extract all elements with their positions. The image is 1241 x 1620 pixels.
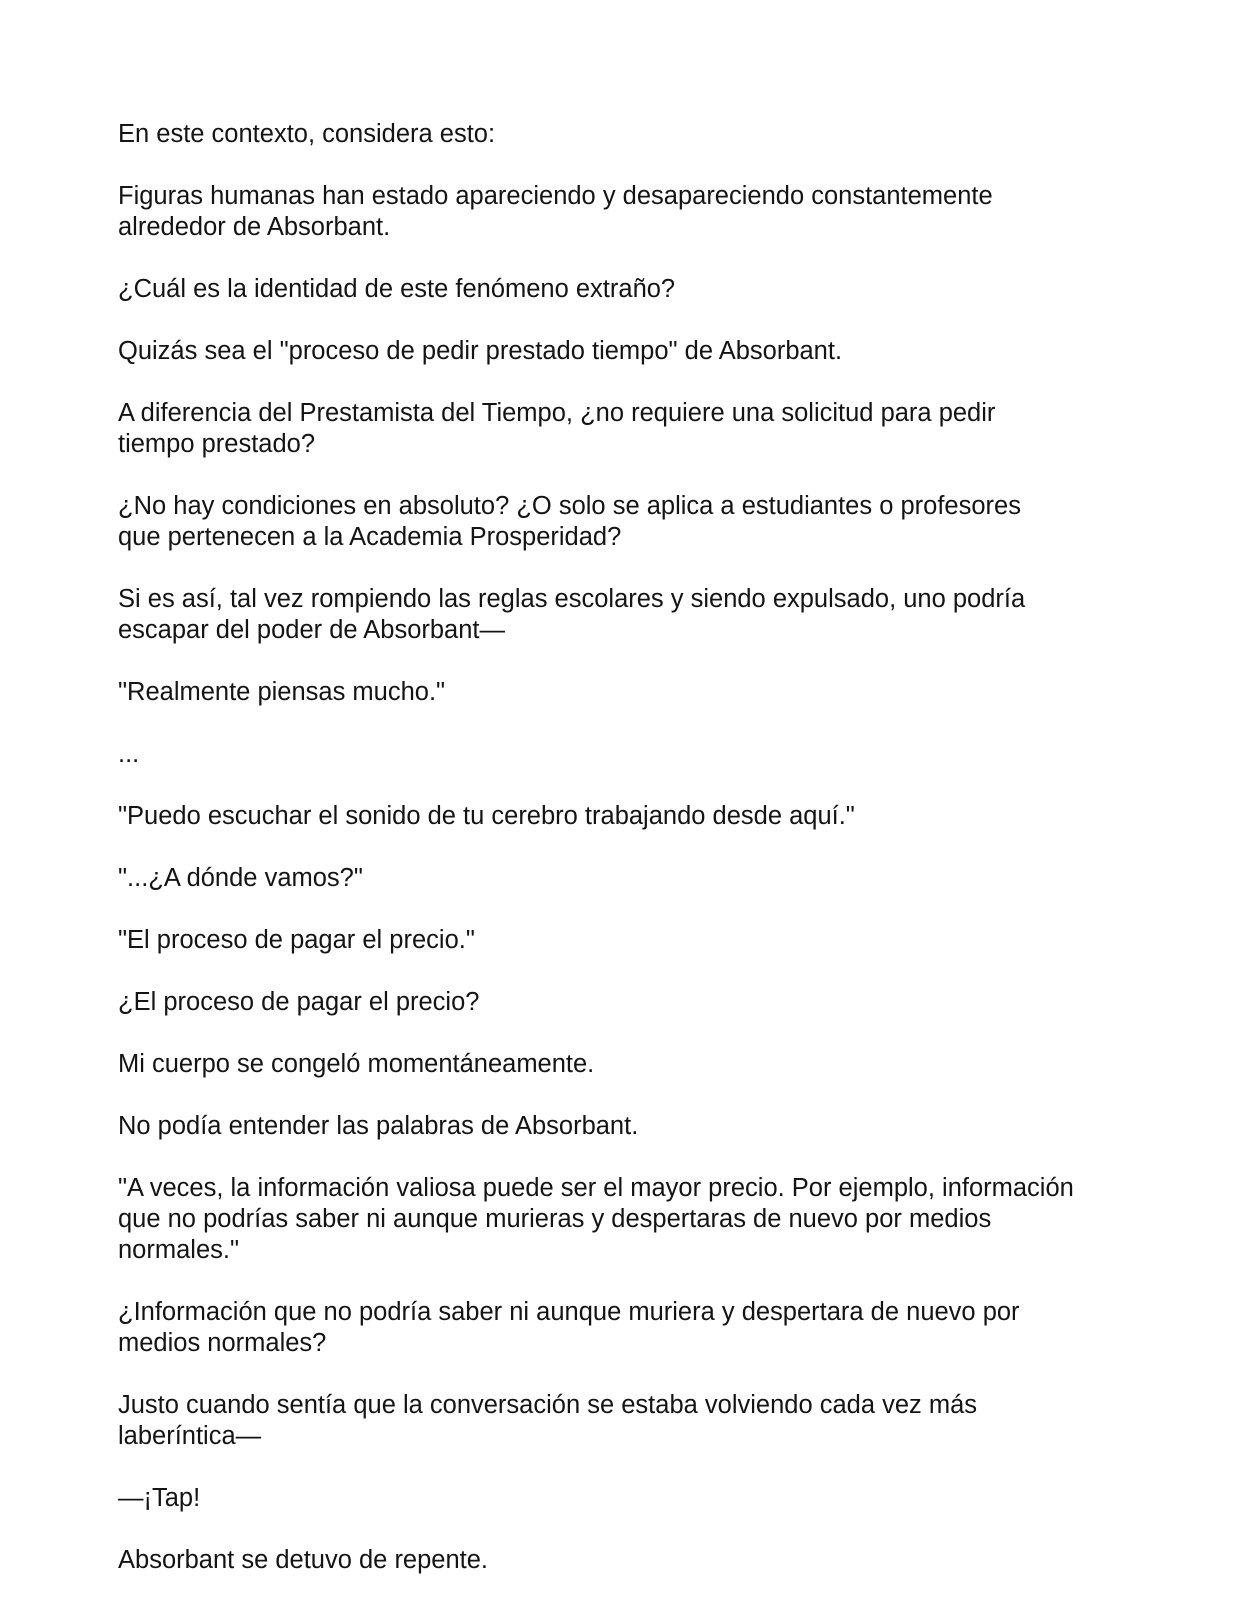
paragraph: No podía entender las palabras de Absorbant. bbox=[118, 1112, 639, 1140]
paragraph: "El proceso de pagar el precio." bbox=[118, 926, 475, 954]
paragraph: A diferencia del Prestamista del Tiempo, ¿no requiere una solicitud para pedir tiempo prestado? bbox=[118, 399, 996, 458]
paragraph: ¿Cuál es la identidad de este fenómeno extraño? bbox=[118, 275, 676, 303]
paragraph: En este contexto, considera esto: bbox=[118, 120, 496, 148]
paragraph: ¿El proceso de pagar el precio? bbox=[118, 988, 480, 1016]
paragraph: "A veces, la información valiosa puede ser el mayor precio. Por ejemplo, información que no podrías saber ni aunque murieras y despertaras de nuevo por medios normales." bbox=[118, 1174, 1074, 1264]
paragraph: "Realmente piensas mucho." bbox=[118, 678, 446, 706]
paragraph: Si es así, tal vez rompiendo las reglas escolares y siendo expulsado, uno podría escapar del poder de Absorbant— bbox=[118, 585, 1026, 644]
document-body bbox=[118, 119, 1108, 1607]
paragraph: —¡Tap! bbox=[118, 1484, 201, 1512]
paragraph: Figuras humanas han estado apareciendo y desapareciendo constantemente alrededor de Absorbant. bbox=[118, 182, 993, 241]
paragraph: ¿No hay condiciones en absoluto? ¿O solo se aplica a estudiantes o profesores que pertenecen a la Academia Prosperidad? bbox=[118, 492, 1021, 551]
paragraph: Absorbant se detuvo de repente. bbox=[118, 1546, 489, 1574]
paragraph: Quizás sea el "proceso de pedir prestado tiempo" de Absorbant. bbox=[118, 337, 843, 365]
paragraph: Mi cuerpo se congeló momentáneamente. bbox=[118, 1050, 595, 1078]
paragraph: "Puedo escuchar el sonido de tu cerebro trabajando desde aquí." bbox=[118, 802, 855, 830]
paragraph: ... bbox=[118, 740, 140, 768]
paragraph: "...¿A dónde vamos?" bbox=[118, 864, 363, 892]
paragraph: ¿Información que no podría saber ni aunque muriera y despertara de nuevo por medios normales? bbox=[118, 1298, 1020, 1357]
paragraph: Justo cuando sentía que la conversación se estaba volviendo cada vez más laberíntica— bbox=[118, 1391, 978, 1450]
